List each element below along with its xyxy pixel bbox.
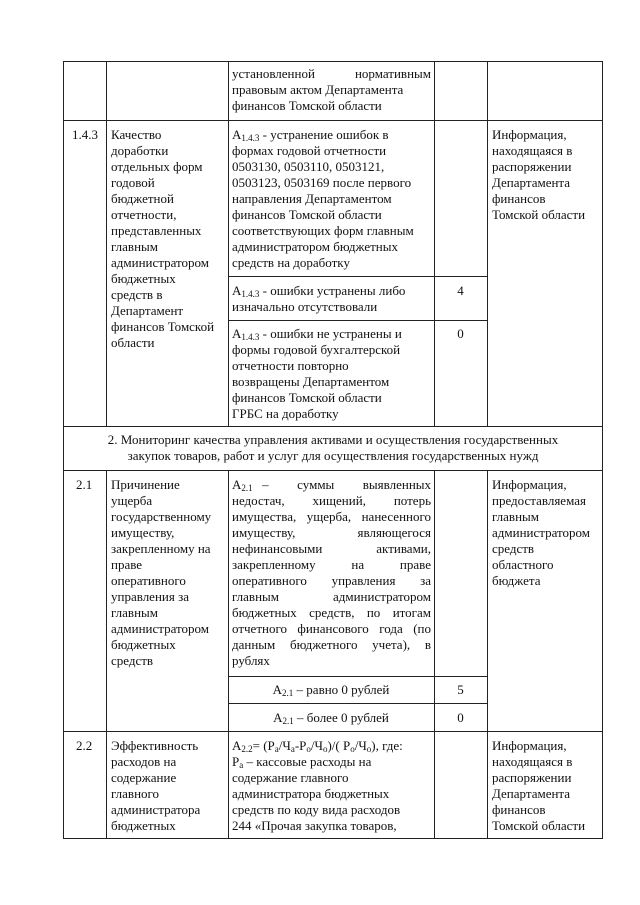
text-line: установленной нормативным: [232, 66, 431, 81]
formula-subscript: о: [322, 744, 328, 754]
grid-line: [63, 838, 603, 839]
grid-line: [434, 61, 435, 427]
formula-description: [232, 738, 432, 834]
text-line: [232, 283, 432, 299]
text-line: нефинансовыми активами,: [232, 541, 431, 556]
text-line: представленных: [111, 223, 202, 238]
text-line: содержание: [111, 770, 177, 785]
formula-subscript: 2.1: [282, 716, 294, 726]
grid-line: [434, 470, 435, 839]
condition-text: - ошибки не устранены и: [259, 326, 402, 341]
text-line: [232, 477, 431, 493]
formula-subscript: 2.1: [282, 688, 294, 698]
grid-line: [228, 676, 487, 677]
text-line: Департамент: [111, 303, 184, 318]
row-number: 1.4.3: [72, 127, 98, 142]
text-line: финансов: [492, 802, 546, 817]
text-line: закрепленному на: [111, 541, 211, 556]
grid-line: [228, 320, 487, 321]
formula-symbol: А: [232, 326, 242, 341]
formula-symbol: А: [232, 477, 242, 492]
formula-subscript: а: [290, 744, 295, 754]
formula-part: /Ч: [354, 738, 367, 753]
text-line: Департамента: [492, 786, 571, 801]
formula-symbol: А: [232, 127, 242, 142]
text-line: [232, 127, 432, 143]
text-line: бюджетных: [111, 271, 176, 286]
formula-symbol: А: [272, 682, 283, 697]
condition-1: [232, 283, 432, 315]
text-line: средств: [111, 653, 154, 668]
grid-line: [63, 426, 603, 427]
formula-text: - устранение ошибок в: [259, 127, 389, 142]
text-line: предоставляемая: [492, 493, 586, 508]
text-line: распоряжении: [492, 159, 572, 174]
text-line: распоряжении: [492, 770, 572, 785]
condition-text: - ошибки устранены либо: [259, 283, 406, 298]
text-line: расходов на: [111, 754, 177, 769]
text-line: находящаяся в: [492, 143, 573, 158]
grid-line: [63, 731, 603, 732]
text-line: [232, 326, 432, 342]
text-line: имуществу, являющегося: [232, 525, 431, 540]
text-line: годовой: [111, 175, 155, 190]
formula-subscript: о: [306, 744, 311, 754]
formula-subscript: 2.2: [241, 744, 253, 754]
text-line: праве: [111, 557, 143, 572]
formula-subscript: 1.4.3: [241, 133, 260, 143]
text-line: содержание главного: [232, 770, 349, 785]
text-line: формах годовой отчетности: [232, 143, 387, 158]
text-line: управления за: [111, 589, 189, 604]
text-line: 2. Мониторинг качества управления активами и осуществления государственных: [107, 432, 559, 447]
text-line: имуществу,: [111, 525, 175, 540]
text-line: ГРБС на доработку: [232, 406, 339, 421]
text-line: области: [111, 335, 155, 350]
score: 4: [457, 283, 464, 298]
text-line: главным: [111, 605, 158, 620]
text-line: средств в: [111, 287, 163, 302]
formula-symbol: А: [273, 710, 283, 725]
text-line: государственному: [111, 509, 212, 524]
grid-line: [63, 470, 603, 471]
text-line: отдельных форм: [111, 159, 203, 174]
condition-2: [232, 326, 432, 422]
info-source: [492, 127, 600, 223]
text-line: Эффективность: [111, 738, 199, 753]
text-line: доработки: [111, 143, 169, 158]
grid-line: [487, 61, 488, 427]
text-line: оперативного управления за: [232, 573, 431, 588]
text-line: [232, 754, 432, 770]
text-line: имущества, ущерба, нанесенного: [232, 509, 431, 524]
text-line: рублях: [232, 653, 270, 668]
text-line: средств на доработку: [232, 255, 350, 270]
text-line: бюджета: [492, 573, 541, 588]
formula-subscript: а: [239, 760, 244, 770]
text-line: средств по коду вида расходов: [232, 802, 401, 817]
formula-symbol: А: [232, 283, 242, 298]
text-line: отчетности повторно: [232, 358, 349, 373]
formula-subscript: о: [350, 744, 355, 754]
indicator-name: [111, 738, 227, 834]
formula-description: [232, 127, 432, 271]
score: 0: [457, 326, 464, 341]
text-line: Томской области: [492, 207, 586, 222]
text-line: администратора: [111, 802, 201, 817]
text-line: отчетного финансового года (по: [232, 621, 431, 636]
text-line: Департамента: [492, 175, 571, 190]
text-line: ущерба: [111, 493, 153, 508]
row-number: 2.2: [76, 738, 93, 753]
text-line: отчетности,: [111, 207, 177, 222]
formula-text: – кассовые расходы на: [243, 754, 372, 769]
text-line: 0503130, 0503110, 0503121,: [232, 159, 385, 174]
condition-2: [228, 710, 434, 726]
text-line: финансов Томской области: [232, 98, 382, 113]
text-line: Томской области: [492, 818, 586, 833]
formula-part: /Ч: [278, 738, 291, 753]
text-line: финансов Томской: [111, 319, 215, 334]
text-line: 244 «Прочая закупка товаров,: [232, 818, 397, 833]
text-line: бюджетной: [111, 191, 174, 206]
text-line: недостач, хищений, потерь: [232, 493, 431, 508]
text-line: данным бюджетного учета), в: [232, 637, 431, 652]
score: 5: [457, 682, 464, 697]
grid-line: [106, 61, 107, 427]
text-line: правовым актом Департамента: [232, 82, 404, 97]
text-line: администратором: [111, 621, 210, 636]
formula-subscript: о: [366, 744, 372, 754]
formula-part: -Р: [294, 738, 307, 753]
text-line: главного: [111, 786, 160, 801]
text-line: финансов Томской области: [232, 390, 382, 405]
grid-line: [602, 61, 603, 839]
text-line: бюджетных: [111, 818, 176, 833]
indicator-name: [111, 127, 227, 351]
text-line: 0503123, 0503169 после первого: [232, 175, 412, 190]
row-number: 2.1: [76, 477, 93, 492]
grid-line: [228, 61, 229, 427]
score: 0: [457, 710, 464, 725]
text-line: Информация,: [492, 738, 567, 753]
grid-line: [487, 470, 488, 839]
text-line: оперативного: [111, 573, 186, 588]
formula: [232, 738, 432, 754]
condition-1: [228, 682, 434, 698]
info-source: [492, 738, 600, 834]
grid-line: [63, 61, 603, 62]
indicator-name: [111, 477, 227, 669]
grid-line: [228, 703, 487, 704]
text-line: администратором: [492, 525, 591, 540]
formula-symbol: Р: [232, 754, 240, 769]
text-line: бюджетных средств, по итогам: [232, 605, 431, 620]
text-line: Качество: [111, 127, 162, 142]
formula-subscript: 1.4.3: [241, 332, 260, 342]
formula-part: = (Р: [252, 738, 275, 753]
formula-subscript: а: [274, 744, 279, 754]
grid-line: [228, 276, 487, 277]
text-line: находящаяся в: [492, 754, 573, 769]
text-line: закрепленному на праве: [232, 557, 431, 572]
condition-text: – более 0 рублей: [293, 710, 389, 725]
text-line: Информация,: [492, 127, 567, 142]
formula-symbol: А: [232, 738, 242, 753]
grid-line: [106, 470, 107, 839]
section-heading: [64, 432, 602, 464]
text-line: главным: [111, 239, 158, 254]
formula-part: )/( Р: [327, 738, 351, 753]
text-line: финансов: [492, 191, 546, 206]
info-source: [492, 477, 602, 589]
text-line: главным: [492, 509, 539, 524]
formula-part: /Ч: [310, 738, 323, 753]
text-line: соответствующих форм главным: [232, 223, 414, 238]
text-line: Информация,: [492, 477, 567, 492]
formula-subscript: 1.4.3: [241, 289, 260, 299]
grid-line: [63, 120, 603, 121]
text-line: главным администратором: [232, 589, 431, 604]
top-continuation-text: [232, 66, 431, 82]
text-line: администратором бюджетных: [232, 239, 398, 254]
formula-subscript: 2.1: [241, 483, 253, 493]
text-line: администратором: [111, 255, 210, 270]
text-line: финансов Томской области: [232, 207, 382, 222]
formula-description: [232, 477, 431, 669]
text-line: средств: [492, 541, 535, 556]
text-line: закупок товаров, работ и услуг для осуществления государственных нужд: [127, 448, 539, 463]
text-line: областного: [492, 557, 554, 572]
condition-text: – равно 0 рублей: [293, 682, 390, 697]
top-continuation-text-rest: [232, 82, 431, 114]
grid-line: [228, 470, 229, 839]
formula-part: ), где:: [371, 738, 403, 753]
text-line: администратора бюджетных: [232, 786, 390, 801]
text-line: Причинение: [111, 477, 180, 492]
text-line: изначально отсутствовали: [232, 299, 378, 314]
text-line: формы годовой бухгалтерской: [232, 342, 401, 357]
text-line: бюджетных: [111, 637, 176, 652]
text-line: возвращены Департаментом: [232, 374, 390, 389]
formula-text: – суммы выявленных: [262, 477, 432, 492]
text-line: направления Департаментом: [232, 191, 392, 206]
